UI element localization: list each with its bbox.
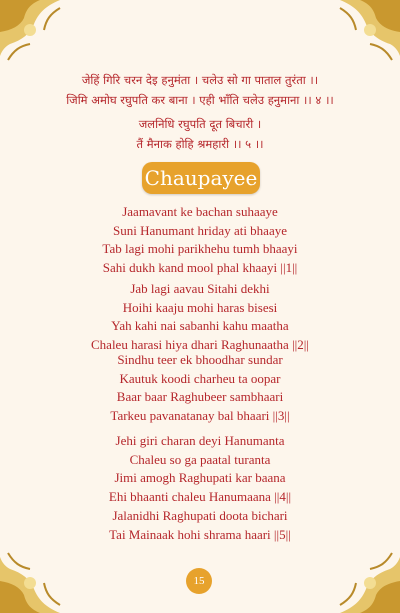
hindi-verse-block-1 [20, 70, 380, 110]
stanza-line: Chaleu harasi hiya dhari Raghunaatha ||2|| [91, 336, 309, 352]
hindi-verse-block-2 [20, 114, 380, 154]
stanza-line: Yah kahi nai sabanhi kahu maatha [111, 318, 289, 333]
stanza-2 [10, 280, 390, 354]
stanza-line: Sindhu teer ek bhoodhar sundar [117, 352, 283, 367]
hindi-line: तैं मैनाक होहि श्रमहारी ।। ५ ।। [136, 137, 264, 151]
stanza-line: Tarkeu pavanatanay bal bhaari ||3|| [110, 407, 290, 423]
stanza-line: Jalanidhi Raghupati doota bichari [112, 508, 288, 523]
stanza-line: Jaamavant ke bachan suhaaye [122, 204, 278, 219]
ornament-corner-bottom-right [322, 535, 400, 613]
stanza-line: Kautuk koodi charheu ta oopar [119, 370, 281, 386]
ornament-corner-top-right [322, 0, 400, 78]
stanza-1 [10, 203, 390, 277]
stanza-line: Jimi amogh Raghupati kar baana [114, 470, 286, 485]
stanza-line: Sahi dukh kand mool phal khaayi ||1|| [102, 259, 298, 275]
stanza-line: Hoihi kaaju mohi haras bisesi [122, 299, 278, 315]
stanza-line: Jehi giri charan deyi Hanumanta [115, 433, 285, 448]
hindi-line: जेहिं गिरि चरन देइ हनुमंता । चलेउ सो गा पाताल तुरंता ।। [81, 73, 319, 87]
hindi-line: जलनिधि रघुपति दूत बिचारी । [138, 117, 262, 131]
stanza-3 [10, 351, 390, 425]
stanza-line: Chaleu so ga paatal turanta [129, 451, 271, 467]
stanza-4 [10, 432, 390, 506]
ornament-corner-bottom-left [0, 535, 78, 613]
section-title: Chaupayee [144, 166, 258, 190]
section-title-badge [142, 162, 260, 194]
hindi-line: जिमि अमोघ रघुपति कर बाना । एही भाँति चलेउ हनुमाना ।। ४ ।। [66, 93, 334, 107]
stanza-line: Jab lagi aavau Sitahi dekhi [130, 281, 270, 296]
stanza-line: Suni Hanumant hriday ati bhaaye [112, 222, 287, 238]
stanza-line: Ehi bhaanti chaleu Hanumaana ||4|| [108, 488, 292, 504]
stanza-line: Baar baar Raghubeer sambhaari [116, 389, 284, 404]
page-number-badge [186, 568, 212, 594]
ornament-corner-top-left [0, 0, 78, 78]
stanza-line: Tab lagi mohi parikhehu tumh bhaayi [102, 241, 298, 256]
stanza-line: Tai Mainaak hohi shrama haari ||5|| [109, 526, 291, 542]
page-number: 15 [193, 575, 205, 587]
stanza-5 [10, 507, 390, 544]
